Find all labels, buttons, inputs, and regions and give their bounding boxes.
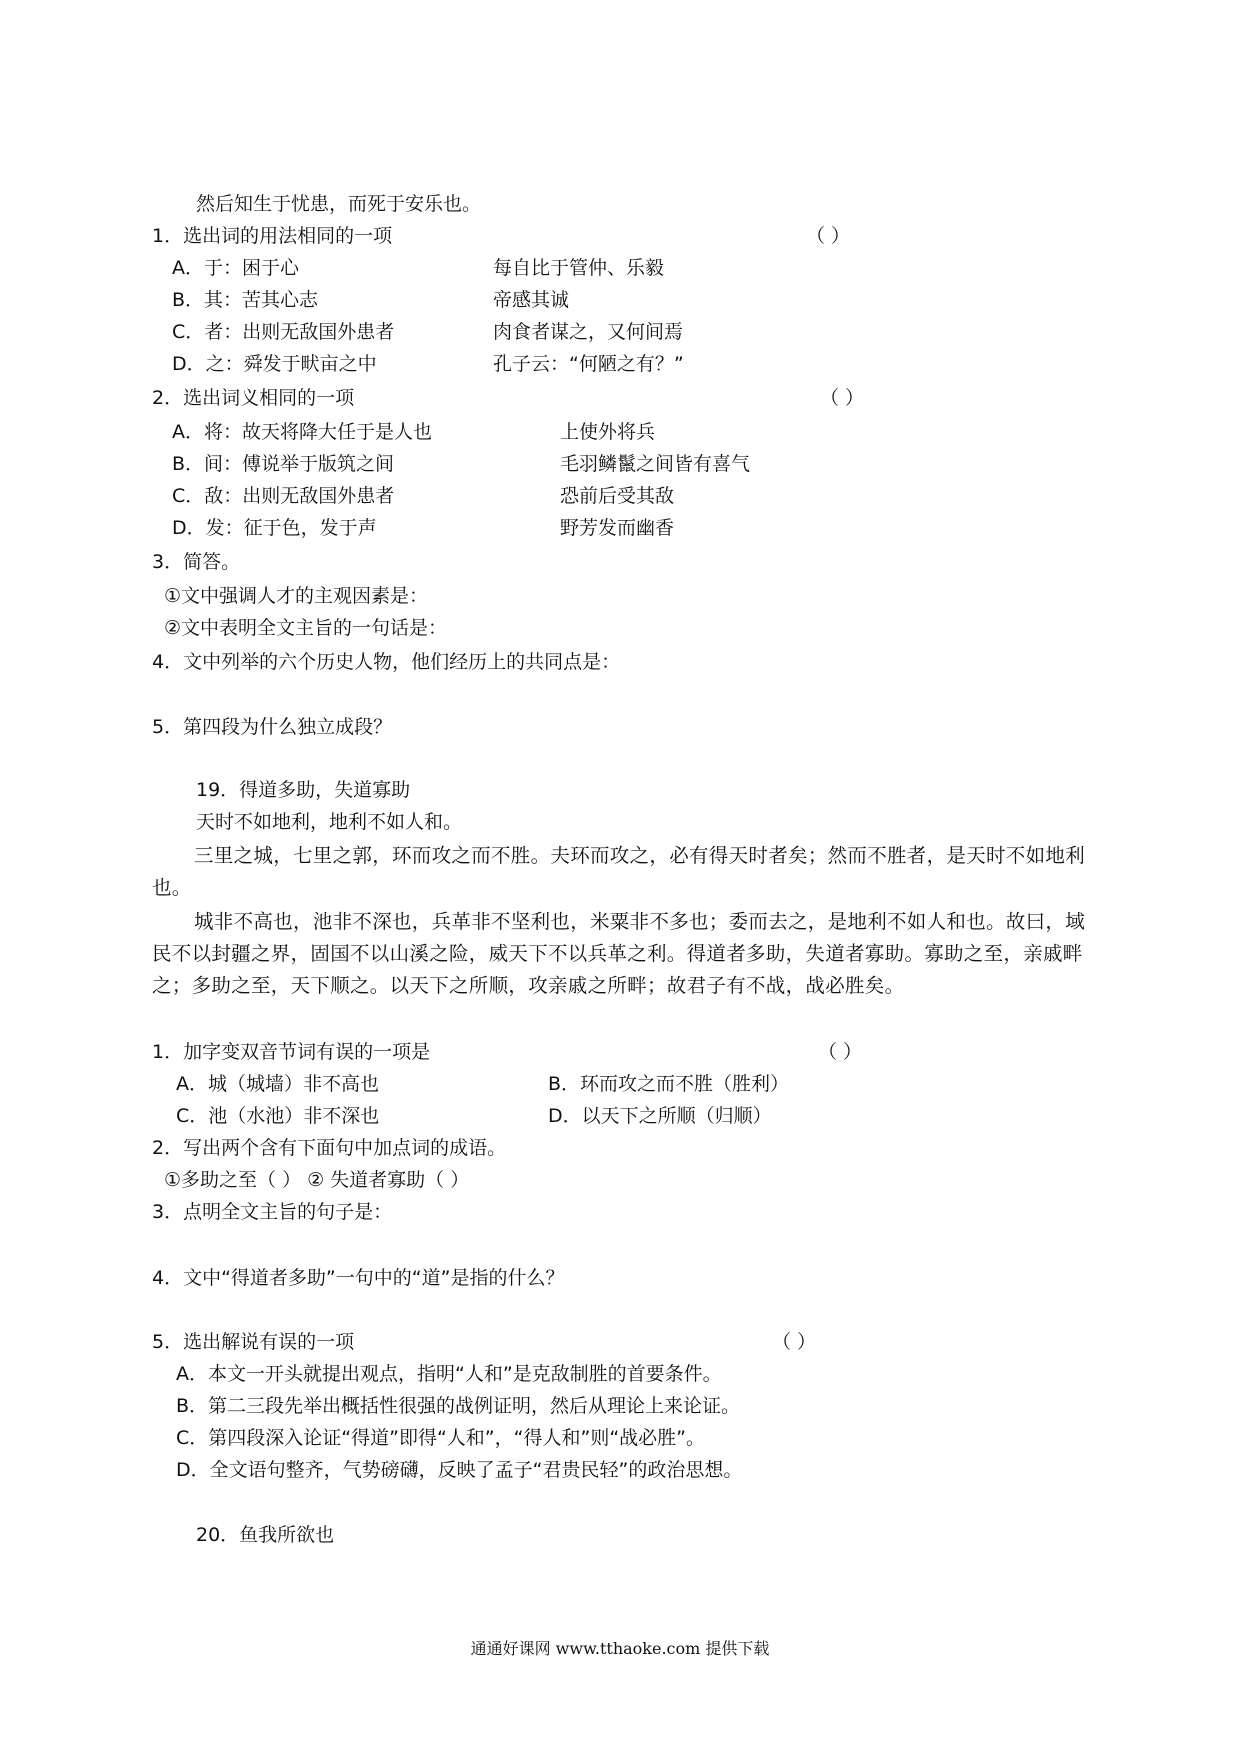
option-b-compare: 毛羽鳞鬣之间皆有喜气 (560, 453, 751, 475)
question-1: 1．加字变双音节词有误的一项是 (152, 1041, 431, 1063)
option-c: C．第四段深入论证“得道”即得“人和”，“得人和”则“战必胜”。 (176, 1427, 706, 1449)
sub-question: ①多助之至（ ） ② 失道者寡助（ ） (164, 1169, 470, 1191)
sub-question: ②文中表明全文主旨的一句话是： (164, 617, 448, 639)
paragraph (152, 906, 1097, 1002)
paragraph-text: 三里之城，七里之郭，环而攻之而不胜。夫环而攻之，必有得天时者矣；然而不胜者，是天时不如地利也。 (152, 844, 1086, 899)
option-a-compare: 每自比于管仲、乐毅 (493, 257, 665, 279)
paragraph: 天时不如地利，地利不如人和。 (196, 811, 463, 833)
option-a: A．将：故天将降大任于是人也 (172, 421, 432, 443)
question-1: 1．选出词的用法相同的一项 (152, 225, 393, 247)
option-b: B．其：苦其心志 (172, 289, 319, 311)
option-d: D．全文语句整齐，气势磅礴，反映了孟子“君贵民轻”的政治思想。 (176, 1459, 743, 1481)
option-c: C．者：出则无敌国外患者 (172, 321, 395, 343)
question-5: 5．选出解说有误的一项 (152, 1331, 355, 1353)
option-c: C．敌：出则无敌国外患者 (172, 485, 395, 507)
option-b: B．第二三段先举出概括性很强的战例证明，然后从理论上来论证。 (176, 1395, 741, 1417)
option-d-compare: 孔子云：“何陋之有？” (493, 353, 684, 375)
question-5: 5．第四段为什么独立成段？ (152, 716, 393, 738)
question-3: 3．点明全文主旨的句子是： (152, 1201, 393, 1223)
answer-bracket: （ ） (820, 387, 865, 409)
question-3: 3．简答。 (152, 551, 241, 573)
sub-question: ①文中强调人才的主观因素是： (164, 585, 429, 607)
option-d: D．之：舜发于畎亩之中 (172, 353, 377, 375)
option-d: D．以天下之所顺（归顺） (548, 1105, 772, 1127)
text-line: 然后知生于忧患，而死于安乐也。 (196, 193, 482, 215)
option-c-compare: 恐前后受其敌 (560, 485, 675, 507)
section-title: 19．得道多助，失道寡助 (196, 779, 411, 801)
option-b: B．间：傅说举于版筑之间 (172, 453, 395, 475)
answer-bracket: （ ） (806, 225, 851, 247)
option-a: A．本文一开头就提出观点，指明“人和”是克敌制胜的首要条件。 (176, 1363, 722, 1385)
option-b-compare: 帝感其诚 (493, 289, 570, 311)
option-a: A．于：困于心 (172, 257, 299, 279)
paragraph (152, 840, 1097, 904)
answer-bracket: （ ） (772, 1331, 817, 1353)
question-4: 4．文中列举的六个历史人物，他们经历上的共同点是： (152, 651, 621, 673)
option-a: A．城（城墙）非不高也 (176, 1073, 379, 1095)
question-4: 4．文中“得道者多助”一句中的“道”是指的什么？ (152, 1267, 565, 1289)
paragraph-text: 城非不高也，池非不深也，兵革非不坚利也，米粟非不多也；委而去之，是地利不如人和也。故曰，域民不以封疆之界，固国不以山溪之险，威天下不以兵革之利。得道者多助，失道者寡助。寡助之至，亲戚畔之；多助之至，天下顺之。以天下之所顺，攻亲戚之所畔；故君子有不战，战必胜矣。 (152, 910, 1086, 997)
option-b: B．环而攻之而不胜（胜利） (548, 1073, 790, 1095)
question-2: 2．选出词义相同的一项 (152, 387, 355, 409)
page-footer: 通通好课网 www.tthaoke.com 提供下载 (470, 1639, 770, 1658)
option-d-compare: 野芳发而幽香 (560, 517, 675, 539)
option-a-compare: 上使外将兵 (560, 421, 656, 443)
section-title: 20．鱼我所欲也 (196, 1524, 335, 1546)
option-d: D．发：征于色，发于声 (172, 517, 377, 539)
option-c-compare: 肉食者谋之，又何间焉 (493, 321, 684, 343)
question-2: 2．写出两个含有下面句中加点词的成语。 (152, 1137, 507, 1159)
option-c: C．池（水池）非不深也 (176, 1105, 380, 1127)
answer-bracket: （ ） (818, 1041, 863, 1063)
